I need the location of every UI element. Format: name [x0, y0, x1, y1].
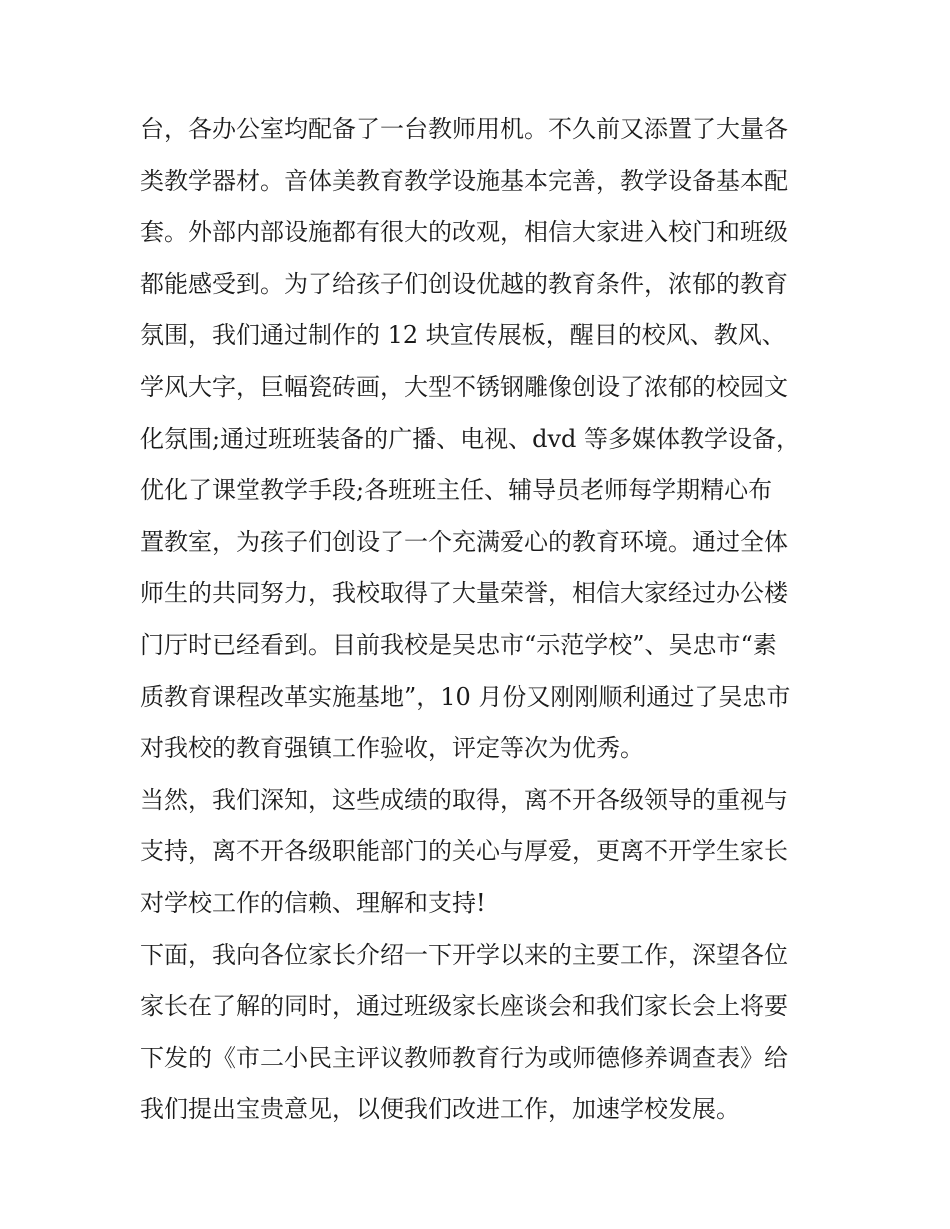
text-line: 我们提出宝贵意见，以便我们改进工作，加速学校发展。 [140, 1095, 740, 1124]
text-line: 都能感受到。为了给孩子们创设优越的教育条件，浓郁的教育 [140, 269, 788, 298]
text-line: 类教学器材。音体美教育教学设施基本完善，教学设备基本配 [140, 166, 788, 195]
text-line: 家长在了解的同时，通过班级家长座谈会和我们家长会上将要 [140, 992, 788, 1021]
text-line: 门厅时已经看到。目前我校是吴忠市“示范学校”、吴忠市“素 [140, 630, 777, 659]
text-line: 对学校工作的信赖、理解和支持! [140, 888, 486, 917]
body-text [140, 104, 820, 1136]
text-line: 支持，离不开各级职能部门的关心与厚爱，更离不开学生家长 [140, 837, 788, 866]
text-line: 氛围，我们通过制作的 12 块宣传展板，醒目的校风、教风、 [140, 321, 786, 350]
text-line: 化氛围;通过班班装备的广播、电视、dvd 等多媒体教学设备， [140, 424, 800, 453]
text-line: 下发的《市二小民主评议教师教育行为或师德修养调查表》给 [140, 1043, 788, 1072]
text-line: 师生的共同努力，我校取得了大量荣誉，相信大家经过办公楼 [140, 579, 788, 608]
text-line: 下面，我向各位家长介绍一下开学以来的主要工作，深望各位 [140, 940, 788, 969]
text-line: 当然，我们深知，这些成绩的取得，离不开各级领导的重视与 [140, 785, 788, 814]
text-line: 套。外部内部设施都有很大的改观，相信大家进入校门和班级 [140, 218, 788, 247]
text-line: 质教育课程改革实施基地”，10 月份又刚刚顺利通过了吴忠市 [140, 682, 791, 711]
text-line: 对我校的教育强镇工作验收，评定等次为优秀。 [140, 734, 644, 763]
text-line: 置教室，为孩子们创设了一个充满爱心的教育环境。通过全体 [140, 527, 788, 556]
text-line: 优化了课堂教学手段;各班班主任、辅导员老师每学期精心布 [140, 476, 773, 505]
text-line: 学风大字，巨幅瓷砖画，大型不锈钢雕像创设了浓郁的校园文 [140, 372, 788, 401]
text-line: 台，各办公室均配备了一台教师用机。不久前又添置了大量各 [140, 115, 788, 143]
